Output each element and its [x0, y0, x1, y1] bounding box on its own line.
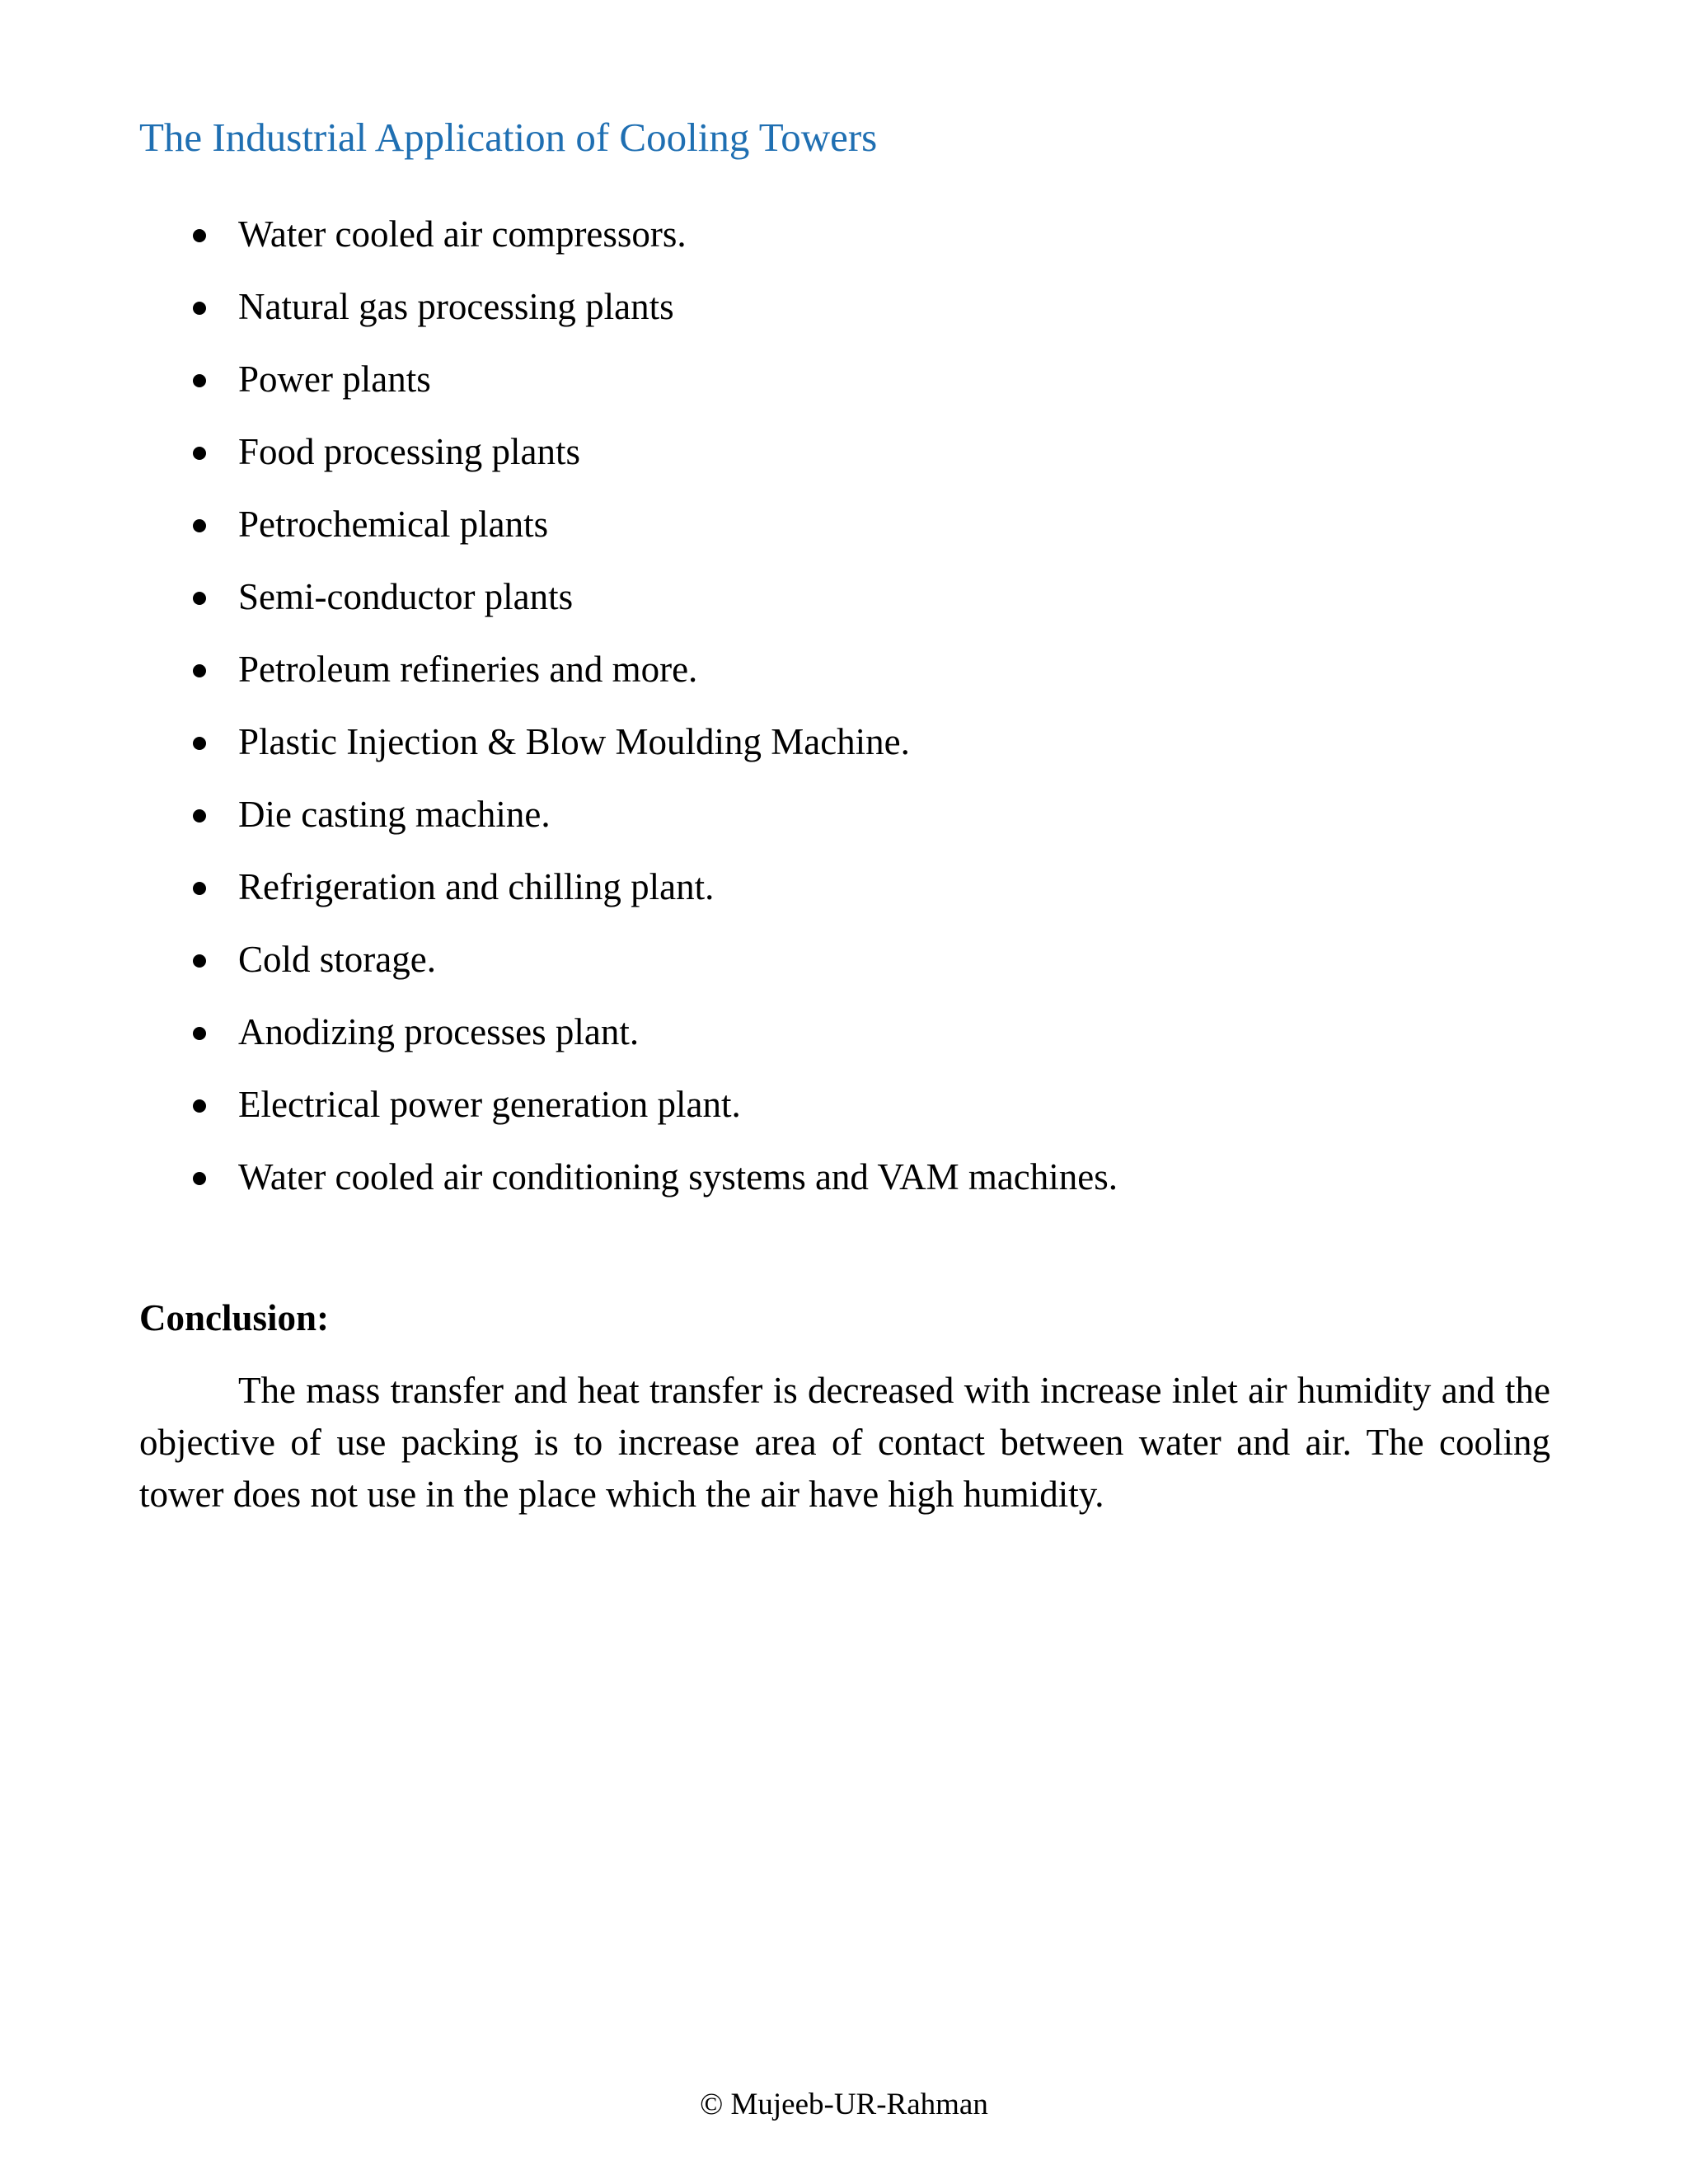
bullet-icon: [193, 1172, 206, 1185]
section-heading: The Industrial Application of Cooling Towers: [139, 115, 878, 160]
list-item-text: Refrigeration and chilling plant.: [238, 866, 715, 907]
conclusion-paragraph: The mass transfer and heat transfer is decreased with increase inlet air humidity and the objective of use packing is to increase area of contact between water and air. The cooling tower does not use in the place which the air have high humidity.: [139, 1370, 1550, 1515]
list-item-text: Power plants: [238, 359, 431, 400]
list-item-text: Anodizing processes plant.: [238, 1011, 640, 1052]
list-item-text: Water cooled air compressors.: [238, 213, 687, 255]
list-item-text: Petroleum refineries and more.: [238, 649, 698, 690]
bullet-icon: [193, 882, 206, 895]
bullet-icon: [193, 229, 206, 242]
list-item-text: Die casting machine.: [238, 794, 551, 835]
bullet-icon: [193, 1099, 206, 1113]
bullet-icon: [193, 374, 206, 387]
list-item-text: Cold storage.: [238, 939, 436, 980]
list-item-text: Water cooled air conditioning systems and VAM machines.: [238, 1156, 1118, 1197]
list-item-text: Food processing plants: [238, 431, 580, 472]
bullet-icon: [193, 664, 206, 677]
list-item-text: Natural gas processing plants: [238, 286, 674, 327]
conclusion-heading: Conclusion:: [139, 1297, 330, 1338]
copyright-footer: © Mujeeb-UR-Rahman: [700, 2088, 988, 2121]
list-item-text: Electrical power generation plant.: [238, 1084, 741, 1125]
bullet-icon: [193, 737, 206, 750]
list-item-text: Petrochemical plants: [238, 504, 549, 545]
bullet-icon: [193, 1027, 206, 1040]
bullet-icon: [193, 302, 206, 315]
list-item-text: Semi-conductor plants: [238, 576, 574, 617]
bullet-icon: [193, 592, 206, 605]
bullet-icon: [193, 809, 206, 823]
list-item-text: Plastic Injection & Blow Moulding Machine.: [238, 721, 910, 762]
bullet-icon: [193, 519, 206, 532]
bullet-icon: [193, 954, 206, 968]
bullet-icon: [193, 447, 206, 460]
